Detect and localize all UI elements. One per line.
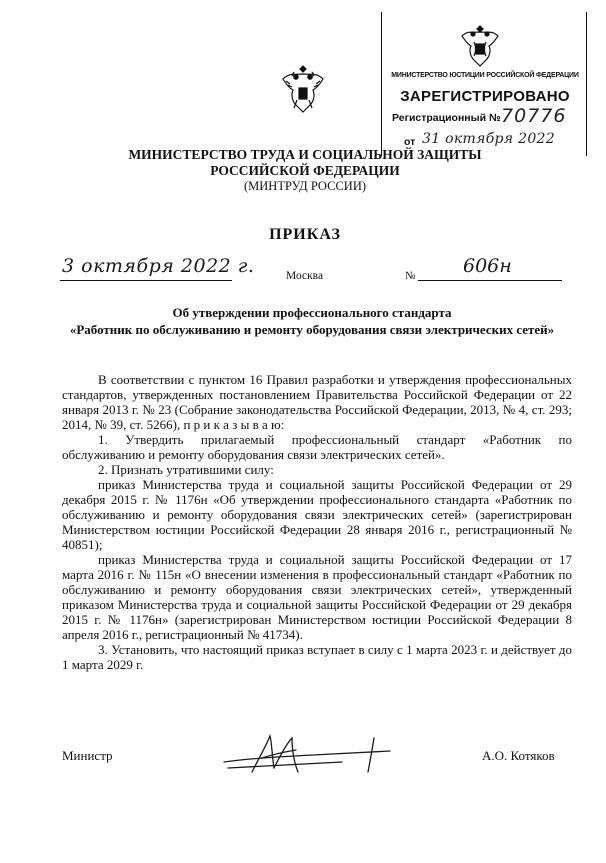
order-title bbox=[62, 304, 562, 338]
paragraph: 2. Признать утратившими силу: bbox=[98, 462, 274, 477]
title-line: Об утверждении профессионального стандарта bbox=[172, 305, 452, 320]
document-type: ПРИКАЗ bbox=[269, 226, 341, 243]
coat-of-arms-icon bbox=[458, 20, 502, 70]
stamp-reg-label: Регистрационный № bbox=[392, 112, 501, 124]
paragraph: приказ Министерства труда и социальной защиты Российской Федерации от 17 марта 2016 г. № 115н «О внесении изменения в профессиональный стандарт «Работник по обслуживанию и ремонту оборудования связи электрических сетей», утвержденный приказом Министерства труда и социальной защиты Российской Федерации от 29 декабря 2015 г. № 1176н» (зарегистрирован Министерством юстиции Российской Федерации 8 апреля 2016 г., регистрационный № 41734). bbox=[62, 552, 572, 642]
number-underline bbox=[418, 280, 562, 281]
registration-stamp bbox=[381, 12, 587, 156]
order-date: 3 октября 2022 г. bbox=[62, 255, 255, 277]
paragraph: 1. Утвердить прилагаемый профессиональный стандарт «Работник по обслуживанию и ремонту оборудования связи электрических сетей». bbox=[62, 432, 572, 462]
stamp-date-label: от bbox=[404, 136, 416, 148]
paragraph: приказ Министерства труда и социальной защиты Российской Федерации от 29 декабря 2015 г. № 1176н «Об утверждении профессионального стандарта «Работник по обслуживанию и ремонту оборудования связи электрических сетей» (зарегистрирован Министерством юстиции Российской Федерации 28 января 2016 г., регистрационный № 40851); bbox=[62, 477, 572, 552]
paragraph: 3. Установить, что настоящий приказ вступает в силу с 1 марта 2023 г. и действует до 1 марта 2029 г. bbox=[62, 642, 572, 672]
paragraph: В соответствии с пунктом 16 Правил разработки и утверждения профессиональных стандартов, утвержденных постановлением Правительства Российской Федерации от 22 января 2013 г. № 23 (Собрание законодательства Российской Федерации, 2013, № 4, ст. 293; 2014, № 39, ст. 5266), п р и к а з ы в а ю: bbox=[62, 372, 572, 432]
stamp-registered: ЗАРЕГИСТРИРОВАНО bbox=[400, 88, 570, 105]
stamp-reg-number: 70776 bbox=[501, 105, 567, 127]
order-number: 606н bbox=[463, 255, 512, 277]
ministry-name: МИНИСТЕРСТВО ТРУДА И СОЦИАЛЬНОЙ ЗАЩИТЫ bbox=[128, 147, 482, 162]
stamp-ministry: МИНИСТЕРСТВО ЮСТИЦИИ РОССИЙСКОЙ ФЕДЕРАЦИИ bbox=[391, 72, 579, 79]
signatory-name: А.О. Котяков bbox=[482, 748, 555, 763]
stamp-date: 31 октября 2022 bbox=[422, 131, 555, 147]
order-body bbox=[62, 372, 572, 672]
title-line: «Работник по обслуживанию и ремонту оборудования связи электрических сетей» bbox=[69, 322, 555, 337]
signatory-role: Министр bbox=[62, 748, 113, 763]
number-label: № bbox=[405, 270, 416, 282]
handwritten-signature bbox=[222, 732, 394, 780]
ministry-country: РОССИЙСКОЙ ФЕДЕРАЦИИ bbox=[210, 163, 400, 178]
ministry-short-name: (МИНТРУД РОССИИ) bbox=[243, 179, 367, 193]
coat-of-arms-icon bbox=[280, 62, 326, 116]
city: Москва bbox=[286, 270, 324, 282]
date-underline bbox=[60, 280, 232, 281]
